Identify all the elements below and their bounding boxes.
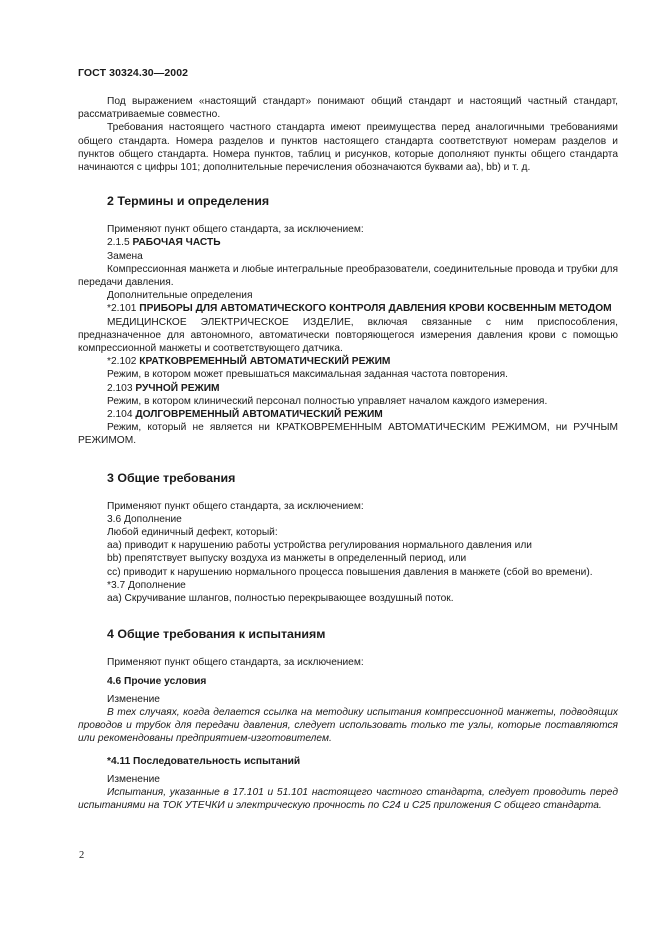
defect-intro: Любой единичный дефект, который: <box>107 527 278 539</box>
item-2-1-5 <box>78 236 618 249</box>
term-title: РАБОЧАЯ ЧАСТЬ <box>132 237 221 249</box>
item-2-104-text: Режим, который не является ни КРАТКОВРЕМЕННЫМ АВТОМАТИЧЕСКИМ РЕЖИМОМ, ни РУЧНЫМ РЕЖИМОМ. <box>78 422 618 447</box>
item-2-101 <box>78 302 618 315</box>
item-number: *2.101 <box>107 303 140 315</box>
section-3-heading: 3 Общие требования <box>107 470 236 485</box>
change-label-1: Изменение <box>107 693 160 705</box>
section-2-heading: 2 Термины и определения <box>107 194 270 209</box>
item-2-104 <box>78 408 618 421</box>
intro-paragraph-1: Под выражением «настоящий стандарт» понимают общий стандарт и настоящий частный стандарт, рассматриваемые совместно. <box>78 96 618 121</box>
item-number: *2.102 <box>107 356 140 368</box>
item-4-11: *4.11 Последовательность испытаний <box>107 755 301 767</box>
list-item-cc: cc) приводит к нарушению нормального процесса повышения давления в манжете (сбой во времени). <box>107 566 593 578</box>
document-body <box>78 95 618 812</box>
replace-label: Замена <box>107 250 143 262</box>
item-2-101-text: МЕДИЦИНСКОЕ ЭЛЕКТРИЧЕСКОЕ ИЗДЕЛИЕ, включая связанные с ним приспособления, предназначенное для автономного, автоматически повторяющегося измерения давления крови с помощью компрессионной манжеты и соответствующего датчика. <box>78 316 618 355</box>
item-3-7-aa: аа) Скручивание шлангов, полностью перекрывающее воздушный поток. <box>107 593 454 605</box>
item-4-6-text: В тех случаях, когда делается ссылка на методику испытания компрессионной манжеты, подводящих проводов и трубок для передачи давления, следует использовать только те узлы, которые поставляются или рекомендованы предприятием-изготовителем. <box>78 706 618 745</box>
change-label-2: Изменение <box>107 773 160 785</box>
item-number: 2.104 <box>107 409 136 421</box>
item-2-102-text: Режим, в котором может превышаться максимальная заданная частота повторения. <box>107 369 509 381</box>
item-3-6: 3.6 Дополнение <box>107 513 182 525</box>
term-title: ДОЛГОВРЕМЕННЫЙ АВТОМАТИЧЕСКИЙ РЕЖИМ <box>135 409 383 421</box>
item-number: 2.103 <box>107 382 136 394</box>
item-2-103 <box>78 382 618 395</box>
item-4-11-text: Испытания, указанные в 17.101 и 51.101 настоящего частного стандарта, следует проводить перед испытаниями на ТОК УТЕЧКИ и электрическую прочность по С24 и С25 приложения С общего стандарта. <box>78 786 618 812</box>
section-2-apply: Применяют пункт общего стандарта, за исключением: <box>107 224 364 236</box>
item-2-103-text: Режим, в котором клинический персонал полностью управляет началом каждого измерения. <box>107 395 548 407</box>
section-4-heading: 4 Общие требования к испытаниям <box>107 627 326 642</box>
item-4-6: 4.6 Прочие условия <box>107 675 207 687</box>
section-3-apply: Применяют пункт общего стандарта, за исключением: <box>107 500 364 512</box>
page-number: 2 <box>79 850 85 861</box>
item-2-1-5-text: Компрессионная манжета и любые интегральные преобразователи, соединительные провода и трубки для передачи давления. <box>78 263 618 289</box>
document-header: ГОСТ 30324.30—2002 <box>78 67 189 79</box>
item-2-102 <box>78 355 618 368</box>
item-3-7: *3.7 Дополнение <box>107 579 186 591</box>
list-item-aa: аа) приводит к нарушению работы устройства регулирования нормального давления или <box>107 540 532 552</box>
term-title: КРАТКОВРЕМЕННЫЙ АВТОМАТИЧЕСКИЙ РЕЖИМ <box>139 356 391 368</box>
additional-definitions: Дополнительные определения <box>107 290 253 302</box>
term-title: ПРИБОРЫ ДЛЯ АВТОМАТИЧЕСКОГО КОНТРОЛЯ ДАВЛЕНИЯ КРОВИ КОСВЕННЫМ МЕТОДОМ <box>139 303 612 315</box>
item-number: 2.1.5 <box>107 237 133 249</box>
intro-paragraph-2: Требования настоящего частного стандарта имеют преимущества перед аналогичными требованиями общего стандарта. Номера разделов и пунктов настоящего стандарта соответствуют номерам разделов и пунктов общего стандарта. Номера пунктов, таблиц и рисунков, которые дополняют пункты общего стандарта начинаются с цифры 101; дополнительные перечисления обозначаются буквами аа), bb) и т. д. <box>78 122 618 174</box>
section-4-apply: Применяют пункт общего стандарта, за исключением: <box>107 657 364 669</box>
term-title: РУЧНОЙ РЕЖИМ <box>135 382 220 394</box>
list-item-bb: bb) препятствует выпуску воздуха из манжеты в определенный период, или <box>107 553 467 565</box>
